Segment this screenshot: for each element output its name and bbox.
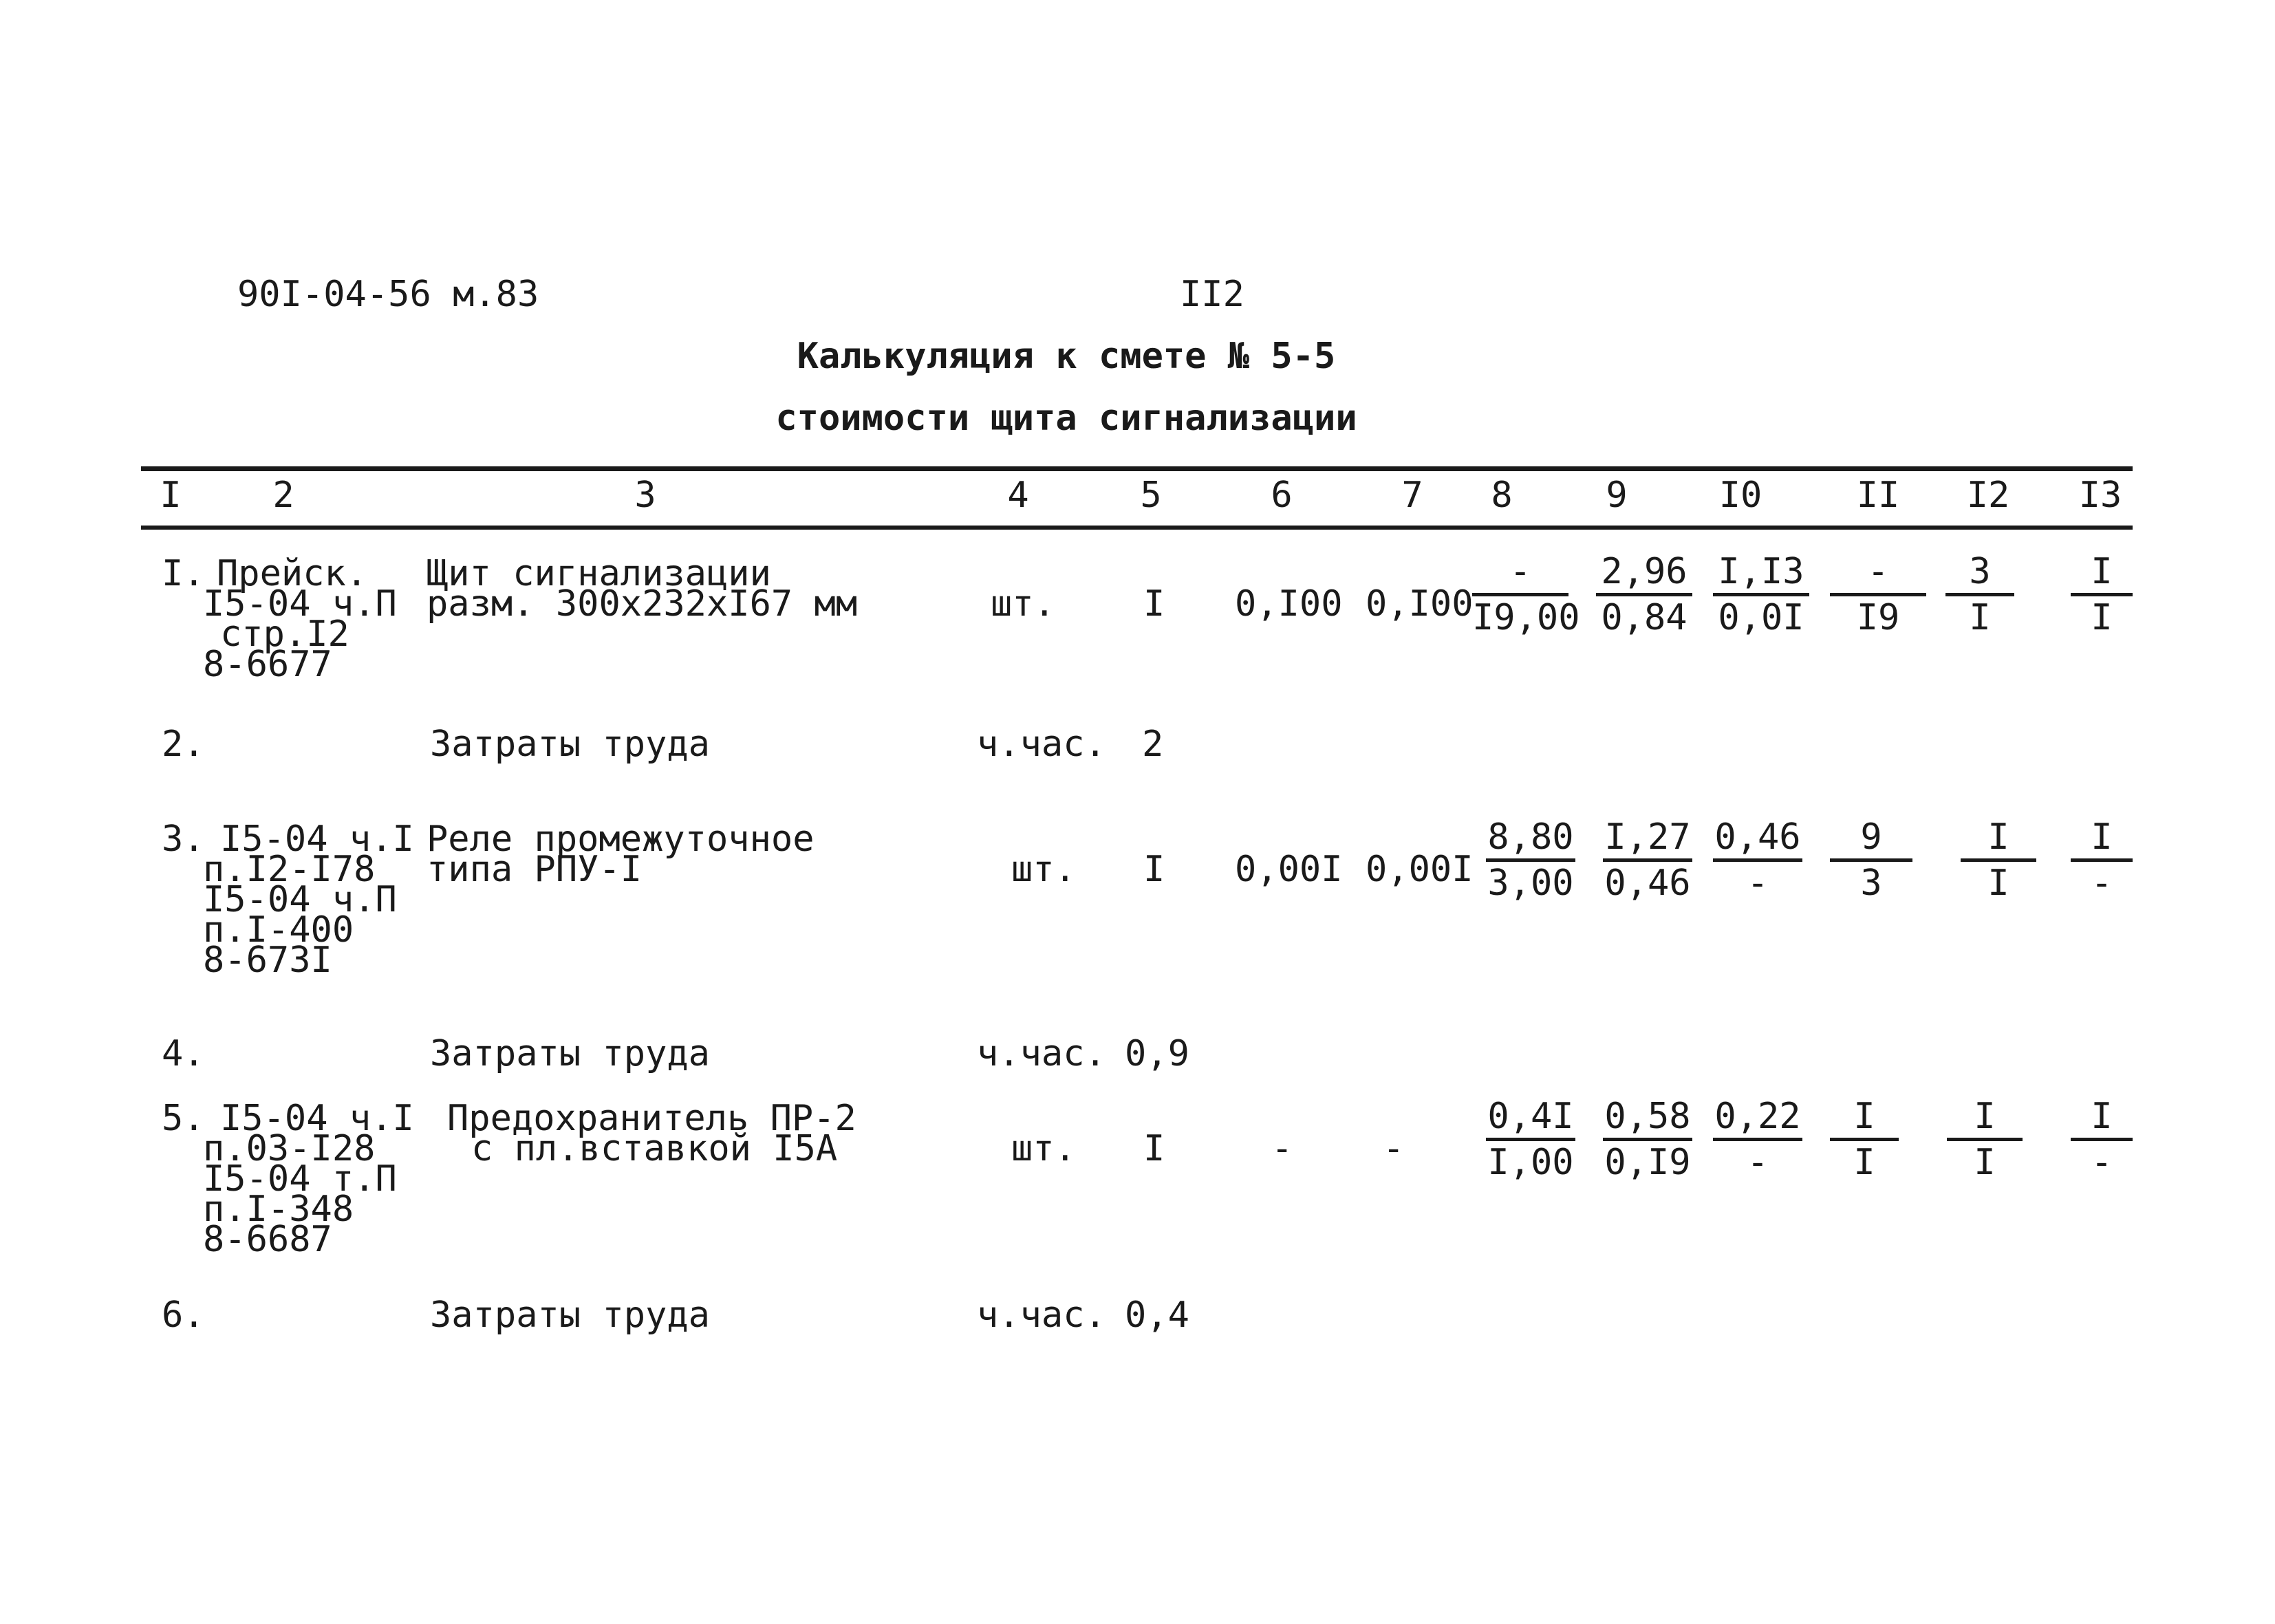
numerator: I [2071,550,2133,596]
fraction-col12 [1945,550,2014,639]
item-description: Затраты труда [430,1295,710,1336]
reference-line: I5-04 ч.I [220,1098,414,1139]
unit: шт. [991,583,1055,625]
numerator: 0,22 [1713,1095,1802,1141]
item-description: разм. 300х232хI67 мм [427,583,858,625]
reference-line: Прейск. [217,553,368,594]
unit: ч.час. [977,1295,1106,1336]
numerator: 3 [1945,550,2014,596]
numerator: I [1947,1095,2023,1141]
reference-line: п.I2-I78 [203,849,376,890]
fraction-col11 [1830,550,1926,639]
item-description: Реле промежуточное [427,819,815,860]
denominator: I9 [1856,597,1900,638]
column-number: 5 [1140,475,1162,516]
row-number: 4. [162,1033,205,1074]
column-number: 6 [1271,475,1293,516]
fraction-col10 [1713,1095,1802,1184]
unit: шт. [1011,849,1076,890]
denominator: I [1987,863,2009,904]
value-col6: - [1271,1128,1293,1169]
denominator: - [1747,1142,1769,1183]
column-number: II [1856,475,1900,516]
item-description: Затраты труда [430,724,710,765]
denominator: I9,00 [1472,597,1580,638]
document-subtitle: стоимости щита сигнализации [775,398,1357,439]
fraction-col12 [1947,1095,2023,1184]
reference-line: п.03-I28 [203,1128,376,1169]
item-description: с пл.вставкой I5А [471,1128,838,1169]
item-description: типа РПУ-I [427,849,643,890]
quantity: I [1143,583,1165,625]
row-number: I. [162,553,205,594]
denominator: I [1969,597,1991,638]
fraction-col8 [1472,550,1580,639]
reference-line: 8-6687 [203,1219,332,1260]
denominator: - [2091,1142,2113,1183]
row-number: 5. [162,1098,205,1139]
denominator: 3,00 [1487,863,1574,904]
reference-line: I5-04 ч.П [203,879,397,920]
denominator: I [1853,1142,1875,1183]
column-number: 4 [1007,475,1029,516]
denominator: I [2091,597,2113,638]
fraction-col13 [2071,816,2133,905]
numerator: 2,96 [1596,550,1692,596]
fraction-col9 [1603,1095,1692,1184]
fraction-col13 [2071,550,2133,639]
denominator: 0,84 [1601,597,1688,638]
column-number: I0 [1718,475,1762,516]
column-number: 8 [1491,475,1513,516]
fraction-col11 [1830,816,1912,905]
numerator: I,I3 [1713,550,1809,596]
denominator: 0,46 [1604,863,1691,904]
denominator: - [2091,863,2113,904]
row-number: 6. [162,1295,205,1336]
quantity: 2 [1142,724,1164,765]
fraction-col10 [1713,550,1809,639]
reference-line: I5-04 ч.П [203,583,397,625]
column-number: 9 [1606,475,1628,516]
table-top-rule [141,466,2133,471]
fraction-col9 [1596,550,1692,639]
column-number: I2 [1966,475,2010,516]
column-number: I [160,475,182,516]
numerator: I,27 [1603,816,1692,862]
numerator: I [1830,1095,1899,1141]
value-col7: 0,I00 [1366,583,1474,625]
reference-line: стр.I2 [220,614,349,655]
value-col6: 0,I00 [1235,583,1343,625]
numerator: I [2071,816,2133,862]
column-number: I3 [2078,475,2122,516]
denominator: I,00 [1487,1142,1574,1183]
numerator: 0,58 [1603,1095,1692,1141]
quantity: 0,9 [1125,1033,1189,1074]
unit: ч.час. [977,1033,1106,1074]
column-number: 7 [1401,475,1423,516]
reference-line: п.I-348 [203,1189,354,1230]
row-number: 2. [162,724,205,765]
quantity: I [1143,1128,1165,1169]
document-title: Калькуляция к смете № 5-5 [797,336,1336,377]
item-description: Предохранитель ПР-2 [447,1098,856,1139]
reference-line: I5-04 т.П [203,1158,397,1200]
fraction-col8 [1486,1095,1575,1184]
document-code: 90I-04-56 м.83 [237,274,539,315]
reference-line: п.I-400 [203,909,354,951]
denominator: 3 [1860,863,1882,904]
item-description: Затраты труда [430,1033,710,1074]
fraction-col9 [1603,816,1692,905]
value-col6: 0,00I [1235,849,1343,890]
fraction-col8 [1486,816,1575,905]
table-header-rule [141,526,2133,530]
numerator: I [2071,1095,2133,1141]
numerator: I [1961,816,2036,862]
row-number: 3. [162,819,205,860]
value-col7: - [1383,1128,1405,1169]
quantity: I [1143,849,1165,890]
column-number: 3 [634,475,656,516]
denominator: 0,0I [1718,597,1804,638]
page-number: II2 [1180,274,1244,315]
reference-line: 8-6677 [203,644,332,685]
reference-line: I5-04 ч.I [220,819,414,860]
denominator: I [1974,1142,1996,1183]
unit: шт. [1011,1128,1076,1169]
numerator: 0,4I [1486,1095,1575,1141]
unit: ч.час. [977,724,1106,765]
fraction-col11 [1830,1095,1899,1184]
reference-line: 8-673I [203,940,332,981]
numerator: 8,80 [1486,816,1575,862]
value-col7: 0,00I [1366,849,1474,890]
fraction-col10 [1713,816,1802,905]
column-number: 2 [272,475,294,516]
numerator: - [1472,550,1568,596]
denominator: - [1747,863,1769,904]
fraction-col13 [2071,1095,2133,1184]
item-description: Щит сигнализации [427,553,771,594]
fraction-col12 [1961,816,2036,905]
numerator: 0,46 [1713,816,1802,862]
numerator: 9 [1830,816,1912,862]
quantity: 0,4 [1125,1295,1189,1336]
denominator: 0,I9 [1604,1142,1691,1183]
numerator: - [1830,550,1926,596]
